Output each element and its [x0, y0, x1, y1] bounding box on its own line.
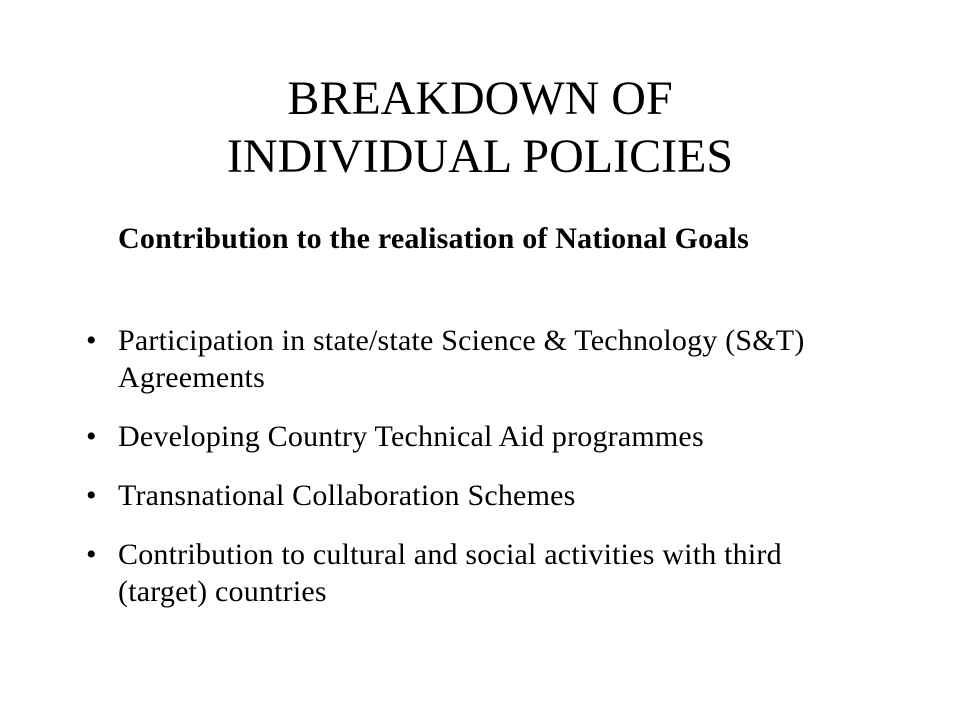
- bullet-item: [78, 322, 868, 396]
- bullet-icon: •: [86, 324, 97, 357]
- bullet-icon: •: [86, 538, 97, 571]
- bullet-icon: •: [86, 420, 97, 453]
- bullet-text: Participation in state/state Science & Technology (S&T) Agreements: [118, 324, 805, 394]
- bullet-text: Developing Country Technical Aid programmes: [118, 420, 704, 453]
- slide-title: [80, 70, 880, 186]
- bullet-icon: •: [86, 479, 97, 512]
- bullet-item: [78, 536, 868, 610]
- title-line-1: BREAKDOWN OF: [287, 72, 673, 125]
- bullet-text: Transnational Collaboration Schemes: [118, 479, 576, 512]
- bullet-list: [78, 322, 868, 632]
- title-line-2: INDIVIDUAL POLICIES: [226, 130, 734, 183]
- bullet-item: [78, 477, 868, 514]
- bullet-item: [78, 418, 868, 455]
- bullet-text: Contribution to cultural and social activities with third (target) countries: [118, 538, 782, 608]
- slide-subtitle: Contribution to the realisation of National Goals: [118, 222, 749, 255]
